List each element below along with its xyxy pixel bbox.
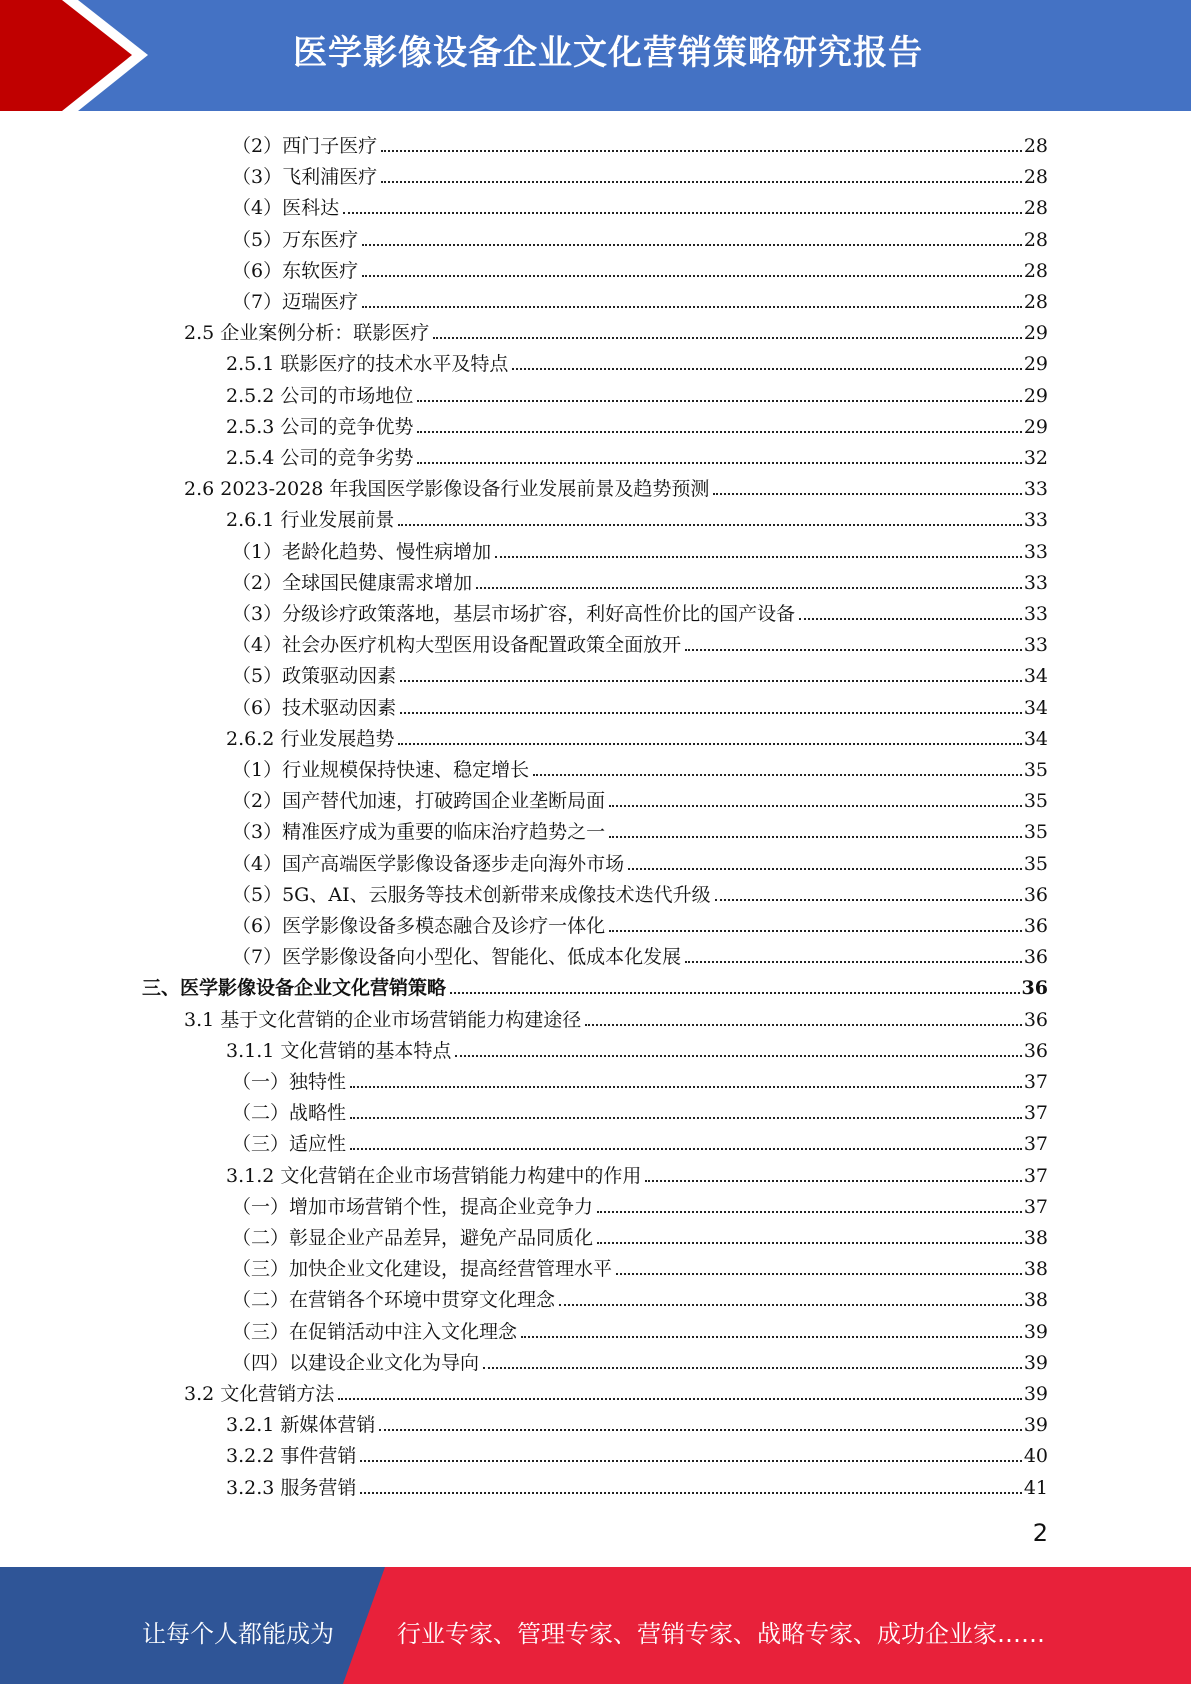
- toc-entry-label: （一）独特性: [232, 1071, 347, 1093]
- toc-dot-leader: [713, 493, 1021, 495]
- toc-entry-page: 33: [1023, 540, 1048, 563]
- page-number: 2: [1032, 1519, 1048, 1547]
- toc-entry[interactable]: [232, 1125, 1048, 1156]
- toc-entry-page: 28: [1023, 135, 1048, 157]
- toc-entry[interactable]: [232, 1188, 1048, 1219]
- toc-entry-label: （4）医科达: [232, 197, 340, 220]
- toc-entry-page: 29: [1023, 353, 1048, 376]
- toc-entry[interactable]: [232, 533, 1048, 564]
- toc-entry[interactable]: [226, 377, 1048, 408]
- toc-entry-page: 37: [1023, 1133, 1048, 1156]
- toc-dot-leader: [645, 1180, 1021, 1182]
- toc-dot-leader: [799, 618, 1022, 620]
- toc-dot-leader: [350, 1148, 1022, 1150]
- toc-entry-label: （2）全球国民健康需求增加: [232, 571, 473, 594]
- toc-entry-label: （三）在促销活动中注入文化理念: [232, 1320, 518, 1343]
- toc-entry[interactable]: [226, 345, 1048, 376]
- toc-entry[interactable]: [226, 439, 1048, 470]
- toc-dot-leader: [360, 1492, 1021, 1494]
- toc-dot-leader: [628, 868, 1022, 870]
- toc-dot-leader: [350, 1117, 1022, 1119]
- toc-entry[interactable]: [226, 1469, 1048, 1500]
- toc-dot-leader: [362, 306, 1022, 308]
- toc-dot-leader: [450, 992, 1020, 994]
- toc-dot-leader: [417, 462, 1021, 464]
- toc-entry[interactable]: [232, 689, 1048, 720]
- toc-entry[interactable]: [226, 1406, 1048, 1437]
- toc-entry-label: （二）在营销各个环境中贯穿文化理念: [232, 1289, 556, 1312]
- toc-entry-label: 3.2.2 事件营销: [226, 1445, 357, 1468]
- toc-dot-leader: [338, 1398, 1022, 1400]
- toc-entry-label: （一）增加市场营销个性，提高企业竞争力: [232, 1195, 594, 1218]
- toc-entry-label: 2.6.2 行业发展趋势: [226, 727, 395, 750]
- toc-dot-leader: [350, 1086, 1022, 1088]
- toc-entry-page: 36: [1023, 946, 1048, 969]
- toc-entry-page: 34: [1023, 727, 1048, 750]
- toc-entry[interactable]: [232, 252, 1048, 283]
- toc-entry-page: 33: [1023, 571, 1048, 594]
- toc-entry[interactable]: [232, 845, 1048, 876]
- toc-entry-label: （6）技术驱动因素: [232, 696, 397, 719]
- toc-entry-page: 35: [1023, 852, 1048, 875]
- toc-entry-label: 2.5.2 公司的市场地位: [226, 384, 414, 407]
- toc-entry[interactable]: [232, 564, 1048, 595]
- toc-entry-page: 34: [1023, 665, 1048, 688]
- toc-entry-page: 37: [1023, 1102, 1048, 1125]
- toc-entry-page: 36: [1021, 977, 1048, 1000]
- toc-dot-leader: [362, 244, 1022, 246]
- toc-entry-page: 38: [1023, 1289, 1048, 1312]
- toc-dot-leader: [533, 774, 1022, 776]
- toc-entry-page: 28: [1023, 259, 1048, 282]
- toc-entry-label: （4）社会办医疗机构大型医用设备配置政策全面放开: [232, 634, 682, 657]
- toc-entry-label: 3.1.1 文化营销的基本特点: [226, 1039, 452, 1062]
- toc-dot-leader: [483, 1367, 1022, 1369]
- toc-entry-label: （3）分级诊疗政策落地，基层市场扩容，利好高性价比的国产设备: [232, 603, 796, 625]
- toc-entry-page: 32: [1023, 447, 1048, 469]
- toc-entry-page: 28: [1023, 197, 1048, 220]
- toc-dot-leader: [455, 1055, 1021, 1057]
- toc-dot-leader: [417, 400, 1021, 402]
- toc-dot-leader: [609, 805, 1022, 807]
- toc-entry[interactable]: [232, 813, 1048, 844]
- toc-entry-label: 2.5.3 公司的竞争优势: [226, 415, 414, 438]
- toc-dot-leader: [433, 337, 1022, 339]
- toc-dot-leader: [685, 649, 1022, 651]
- toc-dot-leader: [616, 1273, 1022, 1275]
- toc-entry[interactable]: [142, 969, 1048, 1000]
- toc-entry-page: 35: [1023, 759, 1048, 781]
- toc-dot-leader: [476, 587, 1022, 589]
- toc-entry[interactable]: [232, 657, 1048, 688]
- toc-entry[interactable]: [226, 1157, 1048, 1188]
- toc-dot-leader: [585, 1024, 1022, 1026]
- toc-dot-leader: [398, 524, 1021, 526]
- toc-entry[interactable]: [232, 782, 1048, 813]
- toc-entry-label: （二）彰显企业产品差异，避免产品同质化: [232, 1227, 594, 1249]
- toc-entry-page: 37: [1023, 1195, 1048, 1218]
- toc-entry-label: （7）医学影像设备向小型化、智能化、低成本化发展: [232, 946, 682, 969]
- toc-entry[interactable]: [184, 470, 1048, 501]
- toc-dot-leader: [559, 1304, 1022, 1306]
- toc-entry-label: 3.1 基于文化营销的企业市场营销能力构建途径: [184, 1008, 582, 1031]
- toc-entry[interactable]: [232, 626, 1048, 657]
- toc-entry[interactable]: [226, 1437, 1048, 1468]
- toc-entry[interactable]: [232, 158, 1048, 189]
- toc-entry-page: 36: [1023, 1008, 1048, 1031]
- toc-entry-page: 33: [1023, 634, 1048, 657]
- toc-entry[interactable]: [232, 876, 1048, 907]
- toc-entry-page: 40: [1023, 1445, 1048, 1468]
- toc-entry-label: （三）加快企业文化建设，提高经营管理水平: [232, 1258, 613, 1281]
- toc-dot-leader: [398, 743, 1021, 745]
- toc-entry-label: 三、医学影像设备企业文化营销策略: [142, 977, 447, 1000]
- toc-dot-leader: [400, 680, 1022, 682]
- toc-entry-page: 28: [1023, 291, 1048, 313]
- toc-entry-label: （2）西门子医疗: [232, 135, 378, 157]
- toc-entry[interactable]: [232, 1281, 1048, 1312]
- toc-entry-label: （1）行业规模保持快速、稳定增长: [232, 759, 530, 781]
- toc-dot-leader: [512, 368, 1021, 370]
- toc-entry-label: 3.2.3 服务营销: [226, 1476, 357, 1499]
- toc-dot-leader: [597, 1242, 1022, 1244]
- toc-entry-page: 37: [1023, 1164, 1048, 1187]
- toc-entry-label: 2.5.4 公司的竞争劣势: [226, 447, 414, 469]
- toc-entry[interactable]: [226, 720, 1048, 751]
- toc-entry-page: 35: [1023, 821, 1048, 844]
- toc-entry-label: （二）战略性: [232, 1102, 347, 1125]
- toc-entry[interactable]: [232, 751, 1048, 782]
- toc-entry-page: 34: [1023, 696, 1048, 719]
- toc-entry-page: 28: [1023, 228, 1048, 251]
- toc-dot-leader: [609, 930, 1022, 932]
- toc-entry-label: （2）国产替代加速，打破跨国企业垄断局面: [232, 790, 606, 813]
- toc-entry-page: 36: [1023, 883, 1048, 906]
- toc-dot-leader: [362, 275, 1022, 277]
- toc-entry[interactable]: [232, 1219, 1048, 1250]
- toc-dot-leader: [360, 1460, 1021, 1462]
- toc-entry-label: （三）适应性: [232, 1133, 347, 1156]
- toc-entry[interactable]: [232, 907, 1048, 938]
- toc-entry-label: （7）迈瑞医疗: [232, 291, 359, 313]
- toc-entry-page: 38: [1023, 1258, 1048, 1281]
- toc-entry-page: 36: [1023, 1039, 1048, 1062]
- toc-entry-label: 3.2.1 新媒体营销: [226, 1414, 376, 1437]
- toc-entry-page: 37: [1023, 1071, 1048, 1093]
- toc-entry[interactable]: [232, 189, 1048, 220]
- toc-entry[interactable]: [232, 595, 1048, 626]
- toc-entry-page: 35: [1023, 790, 1048, 813]
- toc-entry-label: 3.2 文化营销方法: [184, 1383, 335, 1405]
- toc-entry-page: 33: [1023, 478, 1048, 501]
- toc-dot-leader: [597, 1211, 1022, 1213]
- toc-dot-leader: [495, 556, 1022, 558]
- toc-entry-page: 33: [1023, 509, 1048, 532]
- toc-entry[interactable]: [184, 1375, 1048, 1406]
- toc-entry[interactable]: [232, 221, 1048, 252]
- toc-entry[interactable]: [184, 314, 1048, 345]
- toc-dot-leader: [343, 212, 1022, 214]
- toc-entry[interactable]: [232, 938, 1048, 969]
- toc-entry-label: （四）以建设企业文化为导向: [232, 1351, 480, 1374]
- toc-dot-leader: [400, 712, 1022, 714]
- toc-entry-page: 36: [1023, 915, 1048, 937]
- toc-dot-leader: [521, 1336, 1022, 1338]
- footer-slogan-right: 行业专家、管理专家、营销专家、战略专家、成功企业家……: [397, 1620, 1045, 1648]
- toc-entry-label: （5）政策驱动因素: [232, 665, 397, 688]
- toc-entry[interactable]: [232, 283, 1048, 314]
- toc-dot-leader: [417, 431, 1021, 433]
- page-header: [0, 0, 1191, 111]
- toc-dot-leader: [609, 836, 1022, 838]
- toc-entry[interactable]: [232, 1313, 1048, 1344]
- toc-entry-label: （5）5G、AI、云服务等技术创新带来成像技术迭代升级: [232, 883, 711, 906]
- toc-entry-page: 39: [1023, 1414, 1048, 1437]
- footer-slogan-left: 让每个人都能成为: [142, 1620, 334, 1648]
- toc-entry-label: （3）精准医疗成为重要的临床治疗趋势之一: [232, 821, 606, 844]
- toc-entry-page: 28: [1023, 166, 1048, 189]
- toc-entry-label: （1）老龄化趋势、慢性病增加: [232, 540, 492, 563]
- toc-entry-label: 2.5 企业案例分析：联影医疗: [184, 322, 430, 345]
- toc-entry-page: 39: [1023, 1320, 1048, 1343]
- toc-entry-page: 39: [1023, 1383, 1048, 1405]
- document-title: 医学影像设备企业文化营销策略研究报告: [293, 33, 923, 73]
- toc-entry[interactable]: [232, 1063, 1048, 1094]
- toc-entry-page: 29: [1023, 384, 1048, 407]
- toc-dot-leader: [685, 961, 1022, 963]
- toc-entry-label: 2.6.1 行业发展前景: [226, 509, 395, 532]
- toc-entry[interactable]: [226, 501, 1048, 532]
- toc-entry[interactable]: [232, 127, 1048, 158]
- toc-dot-leader: [381, 150, 1022, 152]
- toc-entry[interactable]: [184, 1001, 1048, 1032]
- toc-entry-page: 29: [1023, 415, 1048, 438]
- toc-entry-label: （3）飞利浦医疗: [232, 166, 378, 189]
- toc-entry-page: 29: [1023, 322, 1048, 345]
- toc-entry-label: 2.5.1 联影医疗的技术水平及特点: [226, 353, 509, 376]
- toc-dot-leader: [715, 899, 1022, 901]
- toc-entry-label: （4）国产高端医学影像设备逐步走向海外市场: [232, 852, 625, 875]
- toc-entry[interactable]: [232, 1344, 1048, 1375]
- toc-entry[interactable]: [226, 1032, 1048, 1063]
- toc-dot-leader: [379, 1429, 1021, 1431]
- toc-entry-label: 3.1.2 文化营销在企业市场营销能力构建中的作用: [226, 1164, 642, 1187]
- toc-entry-label: （6）医学影像设备多模态融合及诊疗一体化: [232, 915, 606, 937]
- toc-entry[interactable]: [226, 408, 1048, 439]
- toc-entry-label: （6）东软医疗: [232, 259, 359, 282]
- toc-entry-page: 39: [1023, 1351, 1048, 1374]
- toc-entry-page: 33: [1023, 603, 1048, 625]
- toc-entry[interactable]: [232, 1250, 1048, 1281]
- toc-entry-page: 38: [1023, 1227, 1048, 1249]
- toc-dot-leader: [381, 181, 1022, 183]
- toc-entry[interactable]: [232, 1094, 1048, 1125]
- toc-entry-label: 2.6 2023-2028 年我国医学影像设备行业发展前景及趋势预测: [184, 478, 710, 501]
- toc-entry-label: （5）万东医疗: [232, 228, 359, 251]
- toc-entry-page: 41: [1023, 1476, 1048, 1499]
